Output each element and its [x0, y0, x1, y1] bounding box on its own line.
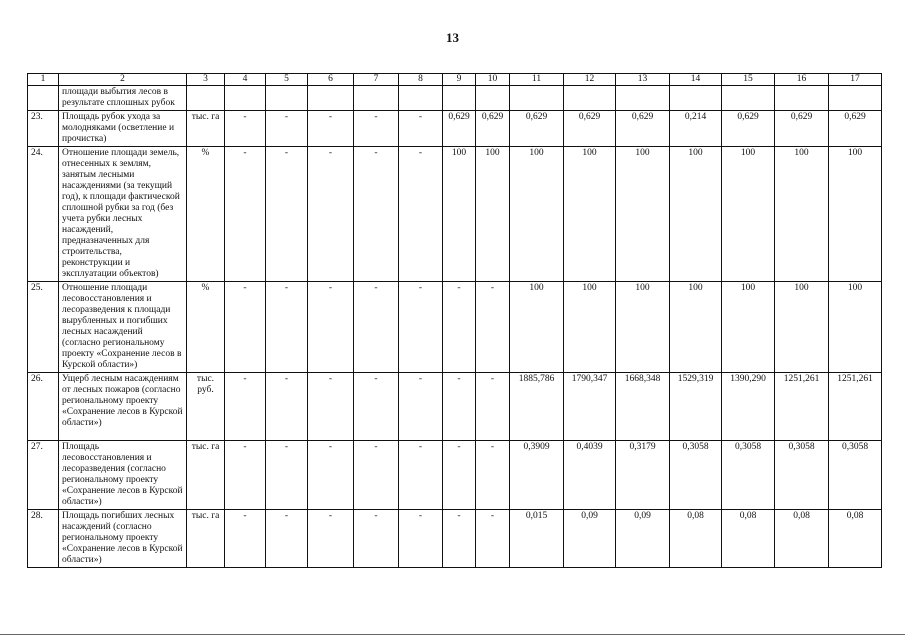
value-cell: 0,09: [564, 510, 616, 568]
value-cell: 0,3058: [670, 441, 722, 510]
value-cell: -: [399, 147, 443, 282]
value-cell: -: [225, 282, 266, 373]
value-cell: 100: [670, 282, 722, 373]
value-cell: 100: [775, 147, 829, 282]
value-cell: -: [399, 373, 443, 441]
column-header: 5: [266, 74, 308, 86]
value-cell: -: [308, 147, 354, 282]
table-row: [28, 147, 882, 282]
unit: тыс. га: [187, 111, 225, 147]
column-header: 11: [510, 74, 564, 86]
value-cell: 1790,347: [564, 373, 616, 441]
value-cell: 100: [670, 147, 722, 282]
indicator-name: Площадь рубок ухода за молодняками (осветление и прочистка): [59, 111, 187, 147]
value-cell: 1390,290: [722, 373, 775, 441]
value-cell: 0,3058: [829, 441, 882, 510]
value-cell: -: [476, 510, 510, 568]
value-cell: 100: [476, 147, 510, 282]
value-cell: 100: [616, 147, 670, 282]
value-cell: 0,08: [829, 510, 882, 568]
value-cell: [564, 86, 616, 111]
table-row: [28, 373, 882, 441]
value-cell: 0,629: [443, 111, 476, 147]
value-cell: -: [399, 510, 443, 568]
value-cell: 0,4039: [564, 441, 616, 510]
indicator-name: Отношение площади лесовосстановления и лесоразведения к площади вырубленных и погибших лесных насаждений (согласно региональному проекту «Сохранение лесов в Курской области»): [59, 282, 187, 373]
value-cell: 0,214: [670, 111, 722, 147]
value-cell: [308, 86, 354, 111]
value-cell: 100: [829, 282, 882, 373]
column-header: 16: [775, 74, 829, 86]
column-header: 17: [829, 74, 882, 86]
column-header: 3: [187, 74, 225, 86]
value-cell: -: [476, 373, 510, 441]
value-cell: -: [443, 510, 476, 568]
unit: тыс. руб.: [187, 373, 225, 441]
row-number: 28.: [28, 510, 59, 568]
scan-edge-line: [0, 634, 905, 635]
value-cell: 1885,786: [510, 373, 564, 441]
value-cell: 100: [616, 282, 670, 373]
value-cell: [829, 86, 882, 111]
value-cell: -: [354, 510, 399, 568]
row-number: [28, 86, 59, 111]
unit: тыс. га: [187, 441, 225, 510]
row-number: 26.: [28, 373, 59, 441]
value-cell: -: [308, 111, 354, 147]
value-cell: -: [308, 282, 354, 373]
value-cell: 0,3909: [510, 441, 564, 510]
column-header: 4: [225, 74, 266, 86]
value-cell: 0,629: [510, 111, 564, 147]
value-cell: -: [476, 282, 510, 373]
value-cell: -: [308, 510, 354, 568]
value-cell: -: [308, 373, 354, 441]
unit: %: [187, 282, 225, 373]
value-cell: -: [225, 373, 266, 441]
value-cell: -: [476, 441, 510, 510]
value-cell: -: [354, 373, 399, 441]
column-header: 12: [564, 74, 616, 86]
column-header: 9: [443, 74, 476, 86]
value-cell: 1529,319: [670, 373, 722, 441]
value-cell: 1251,261: [829, 373, 882, 441]
table-row: [28, 111, 882, 147]
value-cell: -: [354, 282, 399, 373]
value-cell: [225, 86, 266, 111]
value-cell: [354, 86, 399, 111]
value-cell: [443, 86, 476, 111]
value-cell: -: [399, 111, 443, 147]
row-number: 27.: [28, 441, 59, 510]
row-number: 24.: [28, 147, 59, 282]
value-cell: -: [266, 147, 308, 282]
value-cell: -: [225, 441, 266, 510]
value-cell: -: [443, 282, 476, 373]
value-cell: 0,629: [616, 111, 670, 147]
value-cell: -: [266, 373, 308, 441]
value-cell: -: [399, 441, 443, 510]
value-cell: 0,3058: [775, 441, 829, 510]
value-cell: 100: [564, 147, 616, 282]
column-header: 6: [308, 74, 354, 86]
value-cell: 0,09: [616, 510, 670, 568]
value-cell: 100: [510, 282, 564, 373]
table-row: [28, 441, 882, 510]
value-cell: 0,08: [775, 510, 829, 568]
value-cell: [510, 86, 564, 111]
value-cell: -: [266, 111, 308, 147]
indicator-name: Площадь лесовосстановления и лесоразведения (согласно региональному проекту «Сохранение лесов в Курской области»): [59, 441, 187, 510]
value-cell: -: [225, 510, 266, 568]
value-cell: 0,629: [564, 111, 616, 147]
value-cell: [722, 86, 775, 111]
indicator-name: Ущерб лесным насаждениям от лесных пожаров (согласно региональному проекту «Сохранение лесов в Курской области»): [59, 373, 187, 441]
page-number: 13: [446, 30, 459, 45]
indicator-name: Отношение площади земель, отнесенных к землям, занятым лесными насаждениями (за текущий год), к площади фактической сплошной рубки за год (без учета рубки лесных насаждений, предназначенных для строительства, реконструкции и эксплуатации объектов): [59, 147, 187, 282]
column-header: 10: [476, 74, 510, 86]
value-cell: 100: [722, 282, 775, 373]
value-cell: -: [266, 282, 308, 373]
unit: [187, 86, 225, 111]
value-cell: 0,015: [510, 510, 564, 568]
row-number: 23.: [28, 111, 59, 147]
value-cell: 1668,348: [616, 373, 670, 441]
value-cell: 100: [443, 147, 476, 282]
value-cell: 100: [510, 147, 564, 282]
value-cell: -: [354, 111, 399, 147]
column-header: 14: [670, 74, 722, 86]
column-header: 13: [616, 74, 670, 86]
value-cell: 100: [829, 147, 882, 282]
value-cell: -: [225, 147, 266, 282]
value-cell: 0,08: [722, 510, 775, 568]
row-number: 25.: [28, 282, 59, 373]
column-header: 7: [354, 74, 399, 86]
value-cell: -: [443, 373, 476, 441]
value-cell: -: [266, 510, 308, 568]
value-cell: -: [443, 441, 476, 510]
indicator-name: площади выбытия лесов в результате сплошных рубок: [59, 86, 187, 111]
column-header: 1: [28, 74, 59, 86]
column-header: 8: [399, 74, 443, 86]
table-row: [28, 282, 882, 373]
value-cell: [399, 86, 443, 111]
value-cell: 0,08: [670, 510, 722, 568]
column-number-row: [28, 74, 882, 86]
value-cell: 0,629: [829, 111, 882, 147]
value-cell: 0,3058: [722, 441, 775, 510]
table-row: [28, 86, 882, 111]
value-cell: [670, 86, 722, 111]
unit: тыс. га: [187, 510, 225, 568]
table-row: [28, 510, 882, 568]
value-cell: 1251,261: [775, 373, 829, 441]
table-body: [28, 74, 882, 568]
value-cell: 100: [775, 282, 829, 373]
value-cell: 0,629: [476, 111, 510, 147]
value-cell: 100: [722, 147, 775, 282]
unit: %: [187, 147, 225, 282]
value-cell: -: [354, 441, 399, 510]
value-cell: [775, 86, 829, 111]
value-cell: -: [308, 441, 354, 510]
value-cell: [266, 86, 308, 111]
column-header: 15: [722, 74, 775, 86]
value-cell: -: [266, 441, 308, 510]
value-cell: 0,629: [775, 111, 829, 147]
column-header: 2: [59, 74, 187, 86]
value-cell: 100: [564, 282, 616, 373]
value-cell: -: [354, 147, 399, 282]
value-cell: -: [399, 282, 443, 373]
indicator-name: Площадь погибших лесных насаждений (согласно региональному проекту «Сохранение лесов в Курской области»): [59, 510, 187, 568]
value-cell: [476, 86, 510, 111]
value-cell: -: [225, 111, 266, 147]
value-cell: 0,3179: [616, 441, 670, 510]
indicators-table: [27, 73, 882, 568]
value-cell: [616, 86, 670, 111]
value-cell: 0,629: [722, 111, 775, 147]
